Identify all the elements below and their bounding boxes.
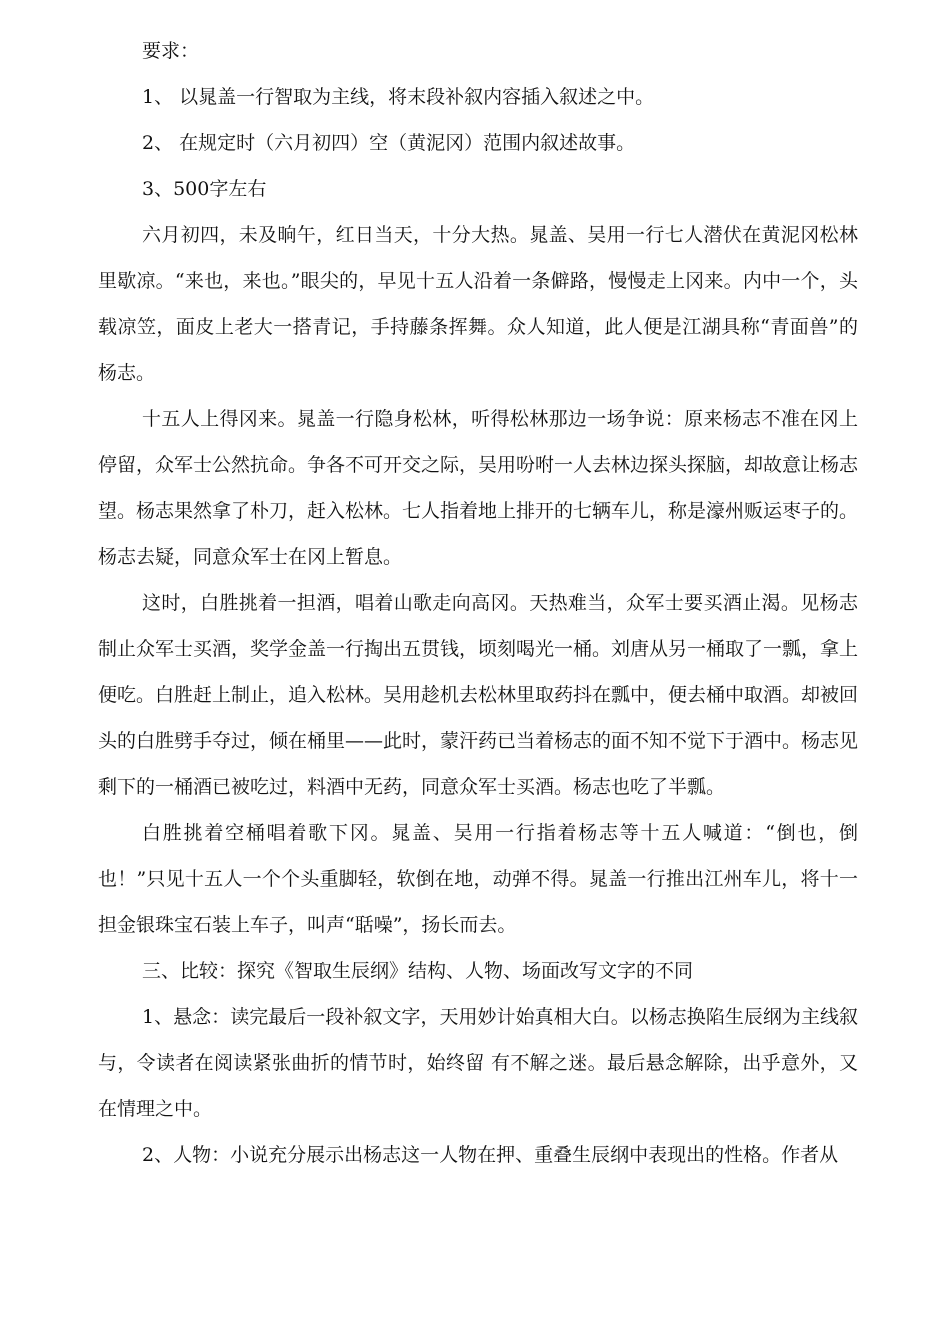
- requirement-item-2: 2、 在规定时（六月初四）空（黄泥冈）范围内叙述故事。: [142, 132, 636, 154]
- comparison-item-suspense: 1、悬念：读完最后一段补叙文字，天用妙计始真相大白。以杨志换陷生辰纲为主线叙与，令读者在阅读紧张曲折的情节时，始终留 有不解之迷。最后悬念解除，出乎意外，又在情理之中。: [98, 1006, 858, 1120]
- story-paragraph-4: 白胜挑着空桶唱着歌下冈。晁盖、吴用一行指着杨志等十五人喊道：“倒也，倒也！”只见十五人一个个头重脚轻，软倒在地，动弹不得。晁盖一行推出江州车儿，将十一担金银珠宝石装上车子，叫声“聒噪”，扬长而去。: [98, 822, 858, 936]
- requirement-item-3: 3、500字左右: [142, 178, 267, 200]
- document-body: [98, 28, 858, 1178]
- story-paragraph-2: 十五人上得冈来。晁盖一行隐身松林，听得松林那边一场争说：原来杨志不准在冈上停留，众军士公然抗命。争各不可开交之际，吴用吩咐一人去林边探头探脑，却故意让杨志望。杨志果然拿了朴刀，赶入松林。七人指着地上排开的七辆车儿，称是濠州贩运枣子的。杨志去疑，同意众军士在冈上暂息。: [98, 408, 859, 568]
- section-heading-comparison: 三、比较：探究《智取生辰纲》结构、人物、场面改写文字的不同: [142, 960, 694, 982]
- comparison-item-character: 2、人物：小说充分展示出杨志这一人物在押、重叠生辰纲中表现出的性格。作者从: [142, 1144, 839, 1166]
- story-paragraph-1: 六月初四，未及晌午，红日当天，十分大热。晁盖、吴用一行七人潜伏在黄泥冈松林里歇凉。“来也，来也。”眼尖的，早见十五人沿着一条僻路，慢慢走上冈来。内中一个，头载凉笠，面皮上老大一搭青记，手持藤条挥舞。众人知道，此人便是江湖具称“青面兽”的杨志。: [98, 224, 858, 384]
- requirements-heading: 要求：: [142, 40, 200, 62]
- story-paragraph-3: 这时，白胜挑着一担酒，唱着山歌走向高冈。天热难当，众军士要买酒止渴。见杨志制止众军士买酒，奖学金盖一行掏出五贯钱，顷刻喝光一桶。刘唐从另一桶取了一瓢，拿上便吃。白胜赶上制止，追入松林。吴用趁机去松林里取药抖在瓢中，便去桶中取酒。却被回头的白胜劈手夺过，倾在桶里——此时，蒙汗药已当着杨志的面不知不觉下于酒中。杨志见剩下的一桶酒已被吃过，料酒中无药，同意众军士买酒。杨志也吃了半瓢。: [98, 592, 859, 798]
- requirement-item-1: 1、 以晁盖一行智取为主线，将末段补叙内容插入叙述之中。: [142, 86, 655, 108]
